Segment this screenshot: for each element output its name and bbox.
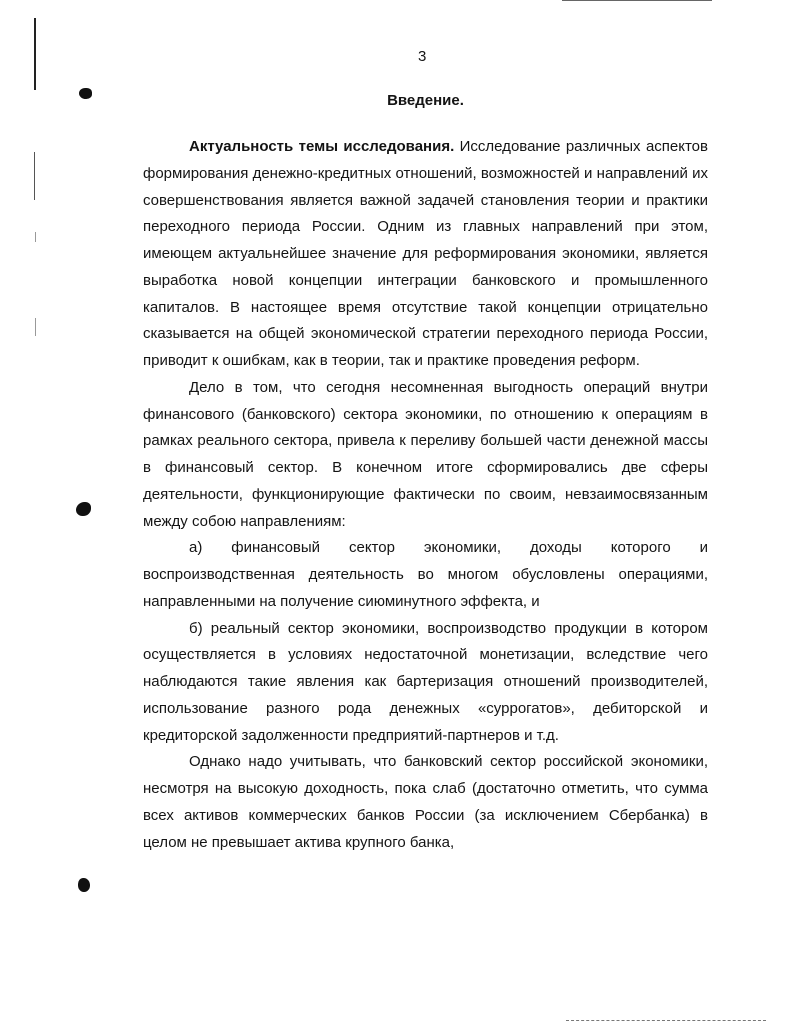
paragraph-lead: Актуальность темы исследования. [189,138,455,155]
punch-hole-2 [76,502,91,516]
left-margin-tick [35,232,36,242]
paragraph-relevance [143,134,708,375]
bottom-edge-mark [566,1020,766,1021]
left-margin-tick-2 [35,318,36,336]
page-title: Введение. [387,92,464,109]
paragraph-sectors: Дело в том, что сегодня несомненная выгодность операций внутри финансового (банковского) сектора экономики, по отношению к операциям в рамках реального сектора, привела к переливу большей части денежной массы в финансовый сектор. В конечном итоге сформировались две сферы деятельности, функционирующие фактически по своим, невзаимосвязанным между собою направлениям: [143,378,708,530]
left-margin-line-top [34,18,36,90]
top-edge-mark [562,0,712,1]
left-margin-line-mid [34,152,35,200]
paragraph-banking: Однако надо учитывать, что банковский сектор российской экономики, несмотря на высокую доходность, пока слаб (достаточно отметить, что сумма всех активов коммерческих банков России (за исключением Сбербанка) в целом не превышает актива крупного банка, [143,753,708,851]
page-number: 3 [418,48,427,65]
document-body [143,134,708,856]
punch-hole-3 [78,878,90,892]
list-item-b: б) реальный сектор экономики, воспроизводство продукции в котором осуществляется в условиях недостаточной монетизации, вследствие чего наблюдаются такие явления как бартеризация отношений производителей, использование разного рода денежных «суррогатов», дебиторской и кредиторской задолженности предприятий-партнеров и т.д. [143,619,708,744]
paragraph-text: Исследование различных аспектов формирования денежно-кредитных отношений, возможностей и направлений их совершенствования является важной задачей становления теории и практики переходного периода России. Одним из главных направлений при этом, имеющем актуальнейшее значение для реформирования экономики, является выработка новой концепции интеграции банковского и промышленного капиталов. В настоящее время отсутствие такой концепции отрицательно сказывается на общей экономической стратегии переходного периода России, приводит к ошибкам, как в теории, так и практике проведения реформ. [143,138,708,369]
list-item-a: а) финансовый сектор экономики, доходы которого и воспроизводственная деятельность во многом обусловлены операциями, направленными на получение сиюминутного эффекта, и [143,539,708,610]
